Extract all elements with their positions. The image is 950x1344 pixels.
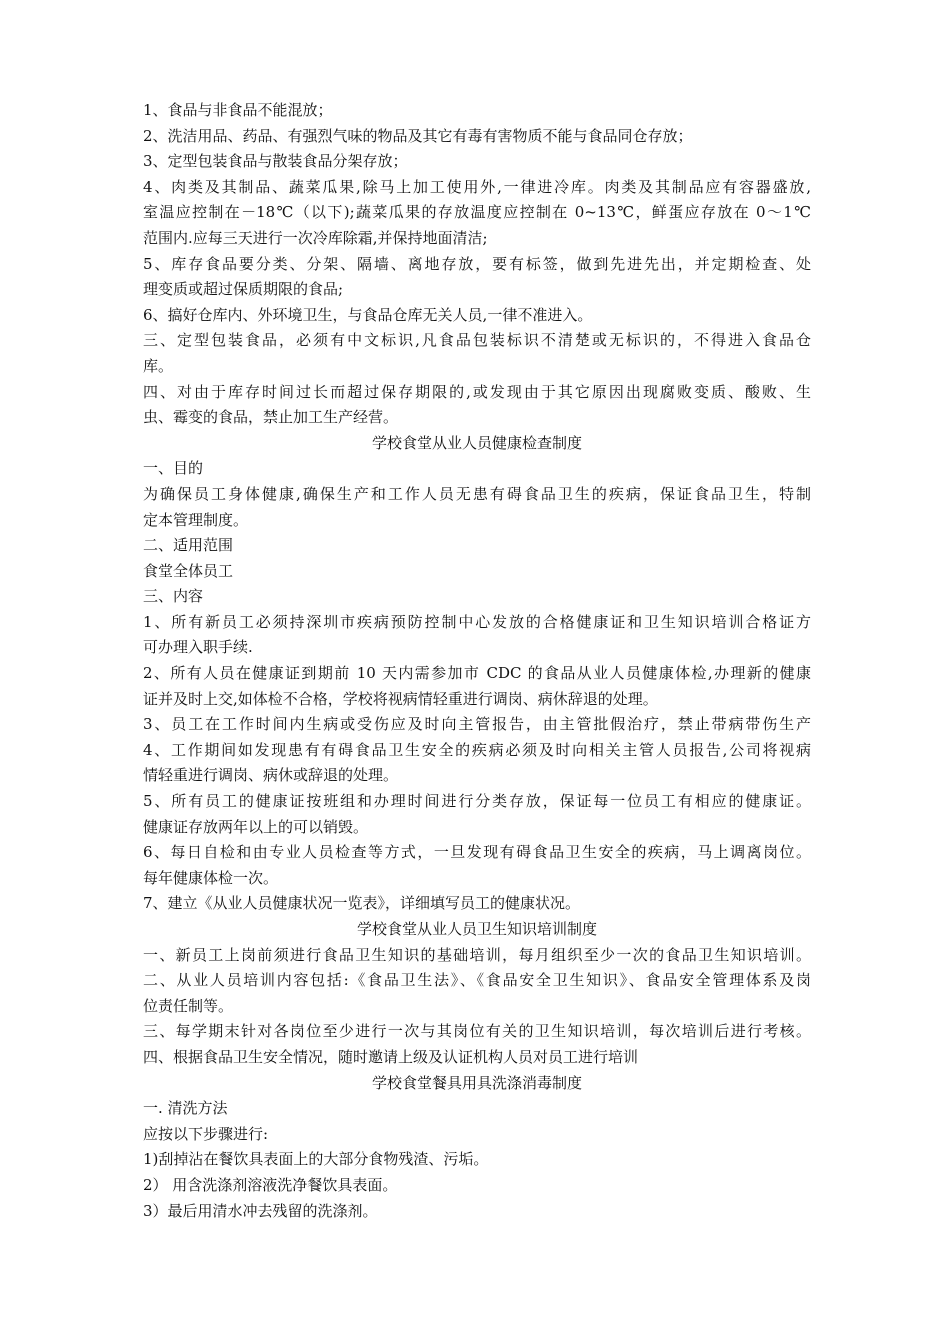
text-line: 每年健康体检一次。	[143, 868, 279, 887]
section-heading: 学校食堂餐具用具洗涤消毒制度	[371, 1073, 582, 1092]
text-line: 健康证存放两年以上的可以销毁。	[143, 817, 369, 836]
text-line: 二、从业人员培训内容包括:《食品卫生法》、《食品安全卫生知识》、食品安全管理体系及岗	[143, 971, 811, 990]
text-line: 3、定型包装食品与散装食品分架存放；	[143, 152, 408, 171]
text-line: 4、肉类及其制品、蔬菜瓜果,除马上加工使用外,一律进冷库。肉类及其制品应有容器盛放,	[143, 177, 811, 196]
text-line: 一、目的	[143, 459, 204, 478]
text-line: 2） 用含洗涤剂溶液洗净餐饮具表面。	[143, 1175, 398, 1194]
section-heading: 学校食堂从业人员卫生知识培训制度	[356, 920, 597, 938]
text-line: 三、定型包装食品，必须有中文标识,凡食品包装标识不清楚或无标识的，不得进入食品仓	[143, 331, 811, 350]
text-line: 3）最后用清水冲去残留的洗涤剂。	[143, 1201, 378, 1220]
text-line: 范围内.应每三天进行一次冷库除霜,并保持地面清洁;	[143, 228, 488, 247]
text-line: 可办理入职手续.	[143, 638, 253, 657]
text-line: 证并及时上交,如体检不合格，学校将视病情轻重进行调岗、病休辞退的处理。	[143, 689, 658, 708]
text-line: 2、所有人员在健康证到期前 10 天内需参加市 CDC 的食品从业人员健康体检,办理新的健康	[143, 664, 811, 683]
text-line: 情轻重进行调岗、病休或辞退的处理。	[143, 766, 399, 785]
text-line: 1)刮掉沾在餐饮具表面上的大部分食物残渣、污垢。	[143, 1150, 489, 1169]
document-body	[143, 98, 811, 1224]
text-line: 应按以下步骤进行:	[143, 1124, 269, 1143]
text-line: 二、适用范围	[143, 536, 234, 555]
text-line: 一. 清洗方法	[143, 1099, 228, 1118]
text-line: 6、搞好仓库内、外环境卫生，与食品仓库无关人员,一律不准进入。	[143, 305, 593, 324]
text-line: 四、对由于库存时间过长而超过保存期限的,或发现由于其它原因出现腐败变质、酸败、生	[143, 382, 811, 401]
text-line: 一、新员工上岗前须进行食品卫生知识的基础培训，每月组织至少一次的食品卫生知识培训。	[143, 945, 811, 964]
text-line: 三、内容	[143, 587, 204, 606]
text-line: 位责任制等。	[143, 996, 234, 1015]
section-heading: 学校食堂从业人员健康检查制度	[371, 433, 582, 452]
text-line: 理变质或超过保质期限的食品;	[143, 280, 344, 299]
text-line: 食堂全体员工	[143, 561, 234, 580]
text-line: 4、工作期间如发现患有有碍食品卫生安全的疾病必须及时向相关主管人员报告,公司将视病	[143, 740, 811, 759]
text-line: 1、食品与非食品不能混放；	[143, 101, 333, 119]
text-line: 2、洗洁用品、药品、有强烈气味的物品及其它有毒有害物质不能与食品同仓存放；	[143, 126, 693, 145]
text-line: 库。	[143, 356, 174, 375]
text-line: 5、库存食品要分类、分架、隔墙、离地存放，要有标签，做到先进先出，并定期检查、处	[143, 254, 811, 273]
text-line: 6、每日自检和由专业人员检查等方式，一旦发现有碍食品卫生安全的疾病，马上调离岗位。	[143, 843, 811, 862]
text-line: 3、员工在工作时间内生病或受伤应及时向主管报告，由主管批假治疗，禁止带病带伤生产	[143, 715, 811, 734]
text-line: 5、所有员工的健康证按班组和办理时间进行分类存放，保证每一位员工有相应的健康证。	[143, 792, 811, 811]
text-line: 虫、霉变的食品，禁止加工生产经营。	[143, 408, 399, 427]
text-line: 1、所有新员工必须持深圳市疾病预防控制中心发放的合格健康证和卫生知识培训合格证方	[143, 612, 811, 631]
text-line: 为确保员工身体健康,确保生产和工作人员无患有碍食品卫生的疾病，保证食品卫生，特制	[143, 484, 811, 503]
text-line: 7、建立《从业人员健康状况一览表》，详细填写员工的健康状况。	[143, 894, 581, 913]
text-line: 定本管理制度。	[143, 510, 249, 529]
text-line: 四、根据食品卫生安全情况，随时邀请上级及认证机构人员对员工进行培训	[143, 1047, 639, 1066]
text-line: 三、每学期末针对各岗位至少进行一次与其岗位有关的卫生知识培训，每次培训后进行考核。	[143, 1022, 811, 1041]
text-line: 室温应控制在－18℃（以下);蔬菜瓜果的存放温度应控制在 0~13℃，鲜蛋应存放在 0～1℃	[143, 203, 811, 222]
